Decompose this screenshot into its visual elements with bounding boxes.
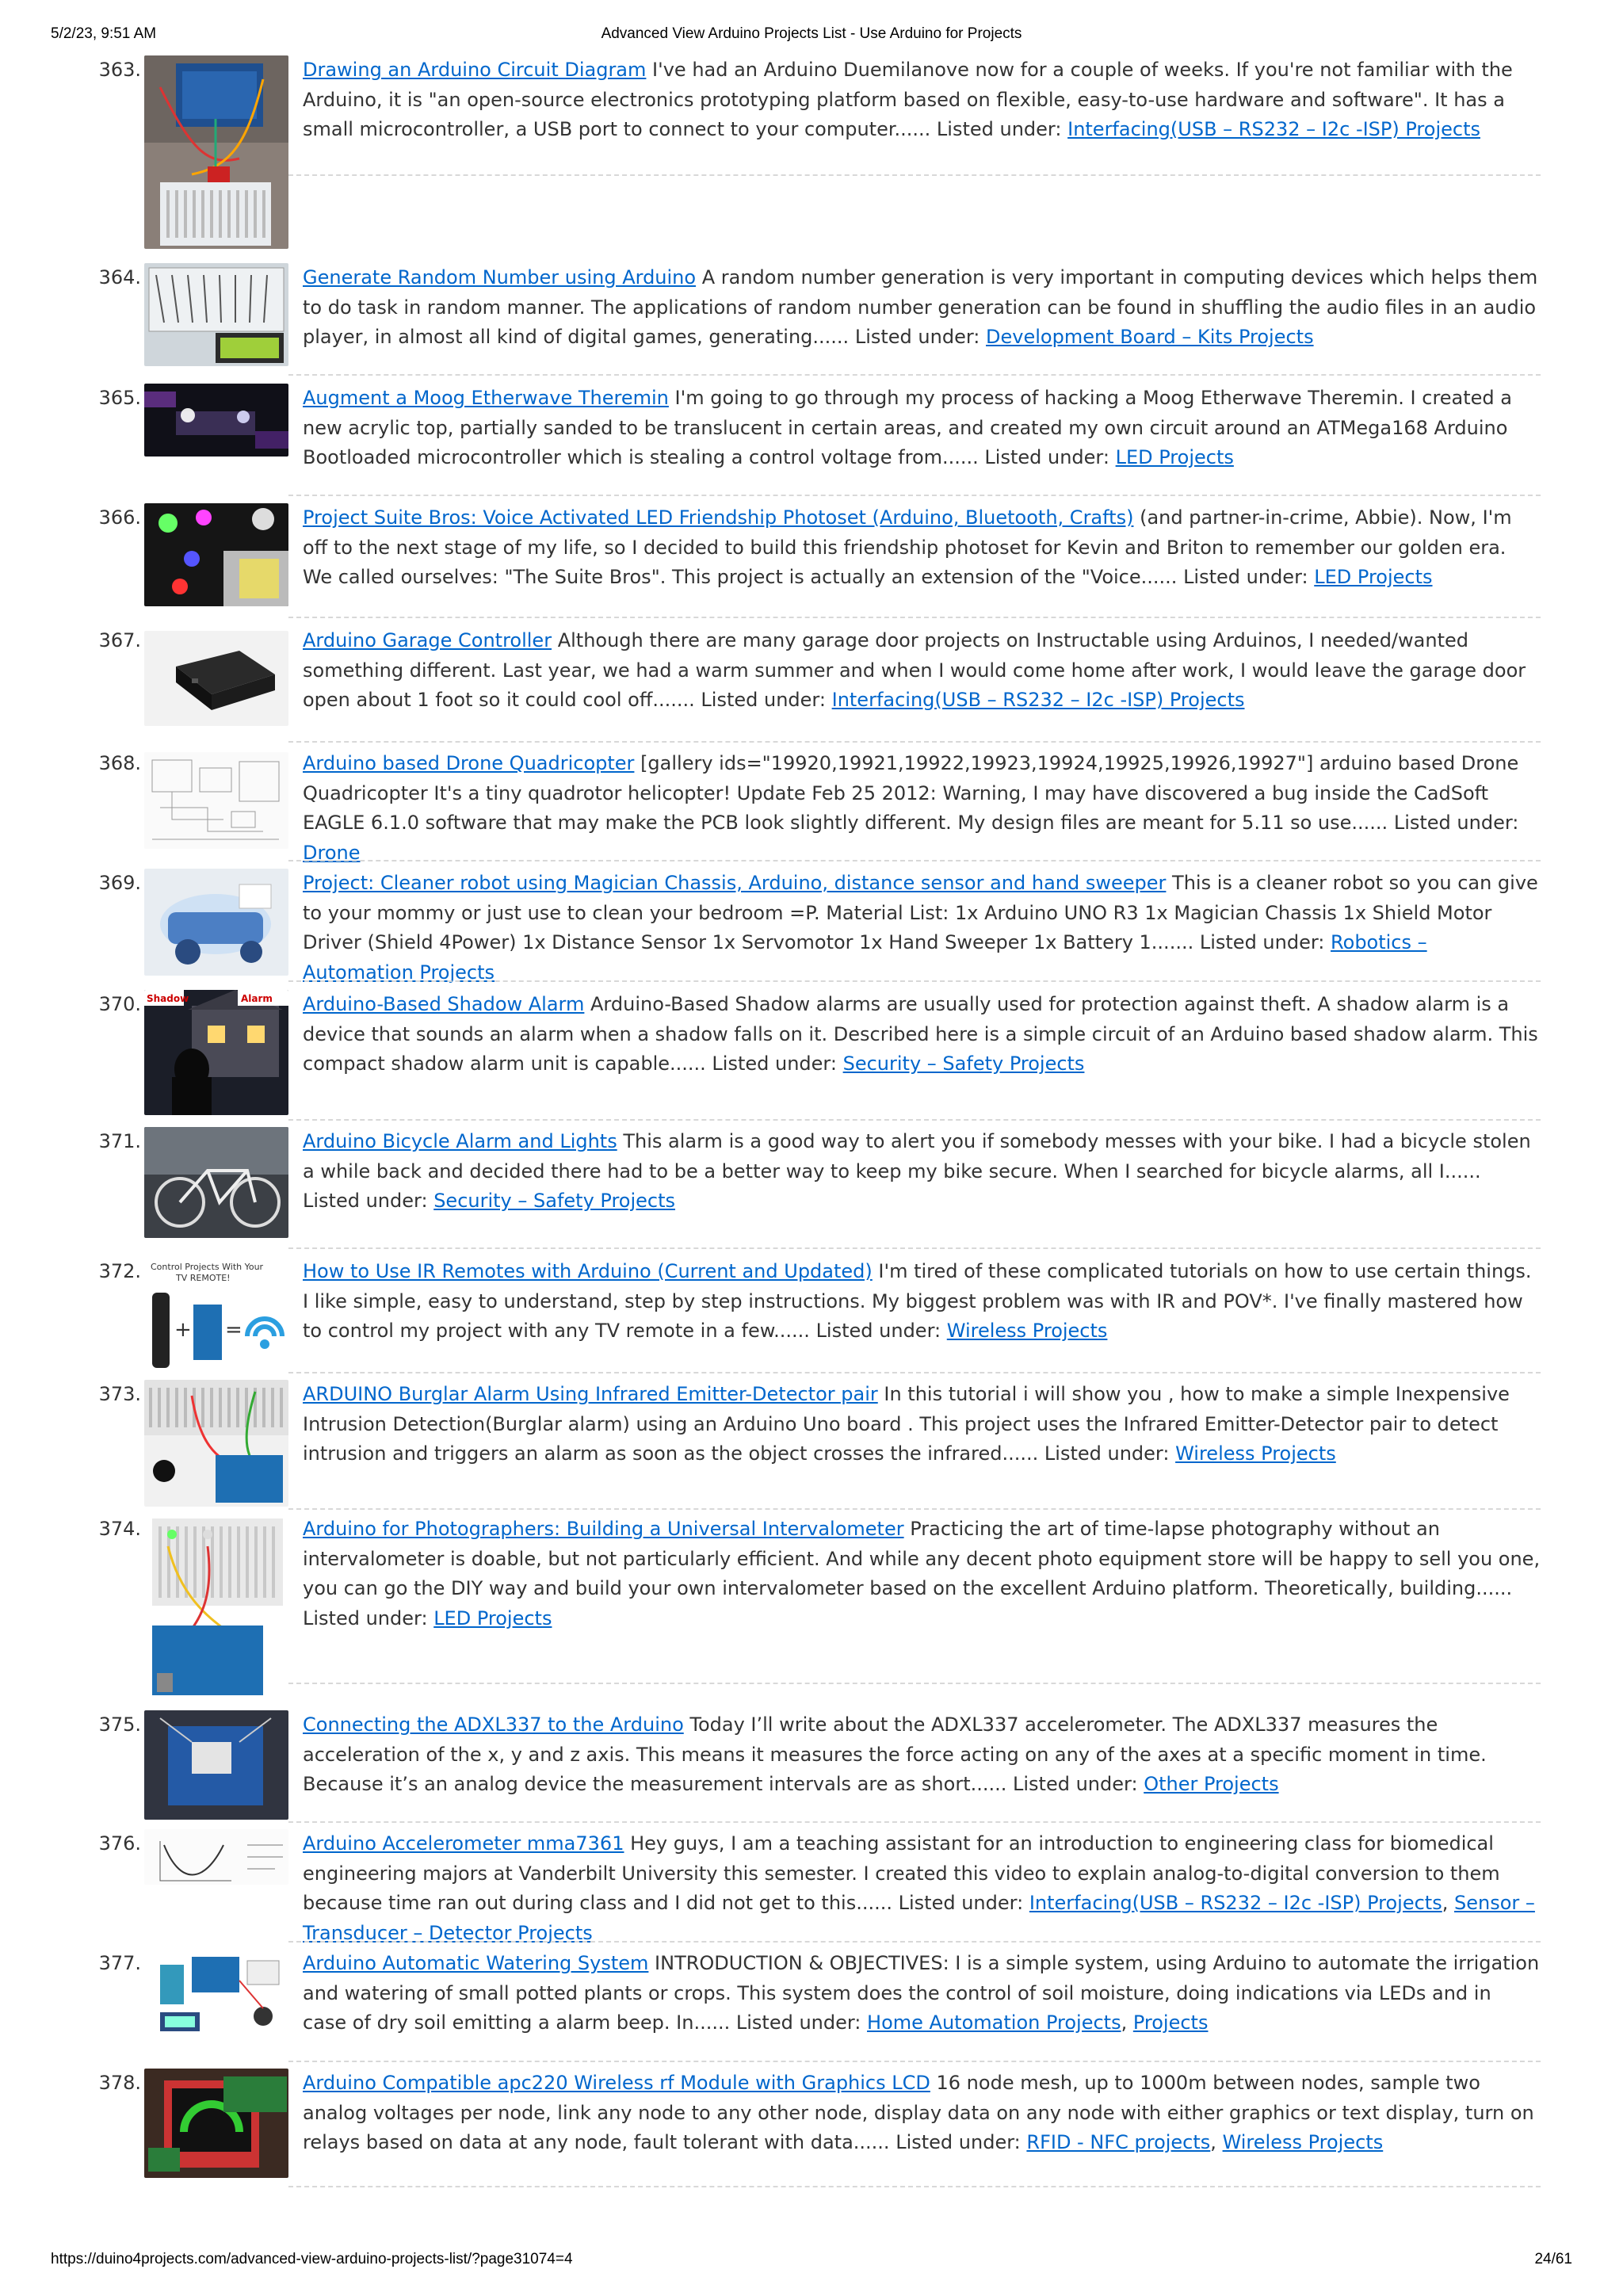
print-url: https://duino4projects.com/advanced-view-arduino-projects-list/?page31074=4 — [51, 2251, 573, 2267]
project-title-link[interactable]: Augment a Moog Etherwave Theremin — [303, 387, 669, 409]
item-number: 377. — [98, 1952, 141, 1974]
listed-under-label: Listed under: — [936, 118, 1062, 140]
project-thumbnail[interactable] — [144, 2069, 288, 2178]
listed-under-label: Listed under: — [984, 446, 1109, 468]
listed-under-label: Listed under: — [303, 1190, 428, 1212]
project-description: Hey guys, I am a teaching assistant for an introduction to engineering class for biomedical engineering majors at Vanderbilt University this semester. I created this video to explain analog-to-digital conversion to them because time ran out during class and I did not get to this...... — [303, 1832, 1500, 1914]
item-number: 375. — [98, 1713, 141, 1736]
project-summary — [303, 1127, 1541, 1217]
listed-under-label: Listed under: — [701, 689, 826, 711]
print-header — [0, 25, 1623, 57]
listed-under-label: Listed under: — [898, 1892, 1024, 1914]
category-link[interactable]: Wireless Projects — [946, 1320, 1108, 1342]
project-summary: Arduino Compatible apc220 Wireless rf Module with Graphics LCD 16 node mesh, up to 1000m between nodes, sample two analog voltages per node, link any node to any other node, display data on any node with either graphics or text display, turn on relays based on data at any node, fault tolerant with data...... Listed under: RFID - NFC projects, Wireless Projects — [303, 2072, 1534, 2153]
project-title-link[interactable]: Arduino Bicycle Alarm and Lights — [303, 1130, 617, 1152]
project-description: I've had an Arduino Duemilanove now for a couple of weeks. If you're not familiar with the Arduino, it is "an open-source electronics prototyping platform based on flexible, easy-to-use hardware and software". It has a small microcontroller, a USB port to connect to your computer...... — [303, 59, 1513, 140]
project-thumbnail[interactable] — [144, 1515, 288, 1698]
category-link[interactable]: Sensor – Transducer – Detector Projects — [303, 1892, 1535, 1944]
category-link[interactable]: Security – Safety Projects — [842, 1052, 1085, 1075]
item-divider — [288, 860, 1541, 861]
listed-under-label: Listed under: — [303, 1606, 428, 1629]
project-description: Arduino-Based Shadow alarms are usually used for protection against theft. A shadow alarm is a device that sounds an alarm when a shadow falls on it. Described here is a simple circuit of an Arduino based shadow alarm. This compact shadow alarm unit is capable...... — [303, 993, 1538, 1075]
project-summary — [303, 626, 1541, 716]
svg-text:TV REMOTE!: TV REMOTE! — [176, 1273, 231, 1283]
svg-text:Shadow: Shadow — [147, 993, 189, 1004]
project-description: I'm going to go through my process of hacking a Moog Etherwave Theremin. I created a new acrylic top, partially sanded to be translucent in certain areas, and created my own circuit around an ATMega168 Arduino Bootloaded microcontroller which is stealing a control voltage from...... — [303, 387, 1512, 468]
item-number: 371. — [98, 1130, 141, 1152]
item-number: 378. — [98, 2072, 141, 2094]
item-divider — [288, 495, 1541, 496]
listed-under-label: Listed under: — [712, 1052, 837, 1075]
category-link[interactable]: Interfacing(USB – RS232 – I2c -ISP) Projects — [831, 689, 1245, 711]
project-title-link[interactable]: Arduino Automatic Watering System — [303, 1952, 649, 1974]
item-divider — [288, 174, 1541, 176]
project-summary: Arduino Automatic Watering System INTRODUCTION & OBJECTIVES: I is a simple system, using Arduino to automate the irrigation and watering of small potted plants or crops. This system does the control of soil moisture, doing indications via LEDs and in case of dry soil emitting a alarm beep. In...... Listed under: Home Automation Projects, Projects — [303, 1952, 1540, 2034]
item-number: 363. — [98, 59, 141, 81]
item-divider — [288, 1821, 1541, 1823]
project-title-link[interactable]: ARDUINO Burglar Alarm Using Infrared Emitter-Detector pair — [303, 1383, 878, 1405]
listed-under-label: Listed under: — [896, 2131, 1021, 2153]
project-thumbnail[interactable] — [144, 1710, 288, 1820]
project-summary — [303, 1380, 1541, 1469]
project-summary — [303, 990, 1541, 1079]
category-link[interactable]: Wireless Projects — [1175, 1442, 1336, 1465]
project-description: Practicing the art of time-lapse photography without an intervalometer is doable, but not particularly efficient. And while any decent photo equipment store will be happy to sell you one, you can go the DIY way and build your own intervalometer based on the excellent Arduino platform. Theoretically, building...... — [303, 1518, 1541, 1599]
item-number: 367. — [98, 629, 141, 651]
project-title-link[interactable]: Connecting the ADXL337 to the Arduino — [303, 1713, 684, 1736]
project-summary — [303, 1710, 1541, 1800]
project-summary — [303, 1515, 1541, 1633]
category-link[interactable]: Projects — [1132, 2011, 1209, 2034]
category-link[interactable]: Other Projects — [1144, 1773, 1279, 1795]
listed-under-label: Listed under: — [1013, 1773, 1138, 1795]
category-link[interactable]: Drone — [303, 841, 361, 864]
project-description: This is a cleaner robot so you can give to your mommy or just use to clean your bedroom =P. Material List: 1x Arduino UNO R3 1x Magician Chassis 1x Shield Motor Driver (Shield 4Power) 1x Distance Sensor 1x Servomotor 1x Hand Sweeper 1x Battery 1....... — [303, 872, 1538, 953]
listed-under-label: Listed under: — [735, 2011, 861, 2034]
item-number: 366. — [98, 506, 141, 529]
project-title-link[interactable]: Arduino for Photographers: Building a Universal Intervalometer — [303, 1518, 904, 1540]
listed-under-label: Listed under: — [854, 326, 980, 348]
project-description: This alarm is a good way to alert you if somebody messes with your bike. I had a bicycle stolen a while back and decided there had to be a better way to keep my bike secure. When I searched for bicycle alarms, all I...... — [303, 1130, 1531, 1182]
project-title-link[interactable]: Arduino Garage Controller — [303, 629, 552, 651]
item-number: 370. — [98, 993, 141, 1015]
listed-under-label: Listed under: — [1199, 931, 1325, 953]
project-description: 16 node mesh, up to 1000m between nodes, sample two analog voltages per node, link any node to any other node, display data on any node with either graphics or text display, turn on relays based on data at any node, fault tolerant with data...... — [303, 2072, 1534, 2153]
category-link[interactable]: Interfacing(USB – RS232 – I2c -ISP) Projects — [1029, 1892, 1442, 1914]
project-summary — [303, 55, 1541, 145]
print-datetime: 5/2/23, 9:51 AM — [51, 25, 157, 42]
project-description: A random number generation is very important in computing devices which helps them to do task in random manner. The applications of random number generation can be found in shuffling the audio files in an audio player, in almost all kind of digital games, generating...... — [303, 266, 1538, 348]
item-divider — [288, 2186, 1541, 2187]
item-divider — [288, 980, 1541, 982]
item-divider — [288, 1119, 1541, 1121]
item-number: 369. — [98, 872, 141, 894]
category-link[interactable]: Development Board – Kits Projects — [986, 326, 1314, 348]
category-link[interactable]: Robotics – Automation Projects — [303, 931, 1427, 984]
project-title-link[interactable]: Arduino Accelerometer mma7361 — [303, 1832, 624, 1855]
project-thumbnail[interactable] — [144, 384, 288, 457]
project-thumbnail[interactable] — [144, 503, 288, 606]
project-thumbnail[interactable] — [144, 1127, 288, 1238]
category-link[interactable]: LED Projects — [1115, 446, 1234, 468]
project-thumbnail[interactable] — [144, 1257, 288, 1376]
project-summary — [303, 749, 1541, 868]
project-title-link[interactable]: Drawing an Arduino Circuit Diagram — [303, 59, 647, 81]
project-thumbnail[interactable] — [144, 752, 288, 849]
project-thumbnail[interactable] — [144, 990, 288, 1115]
category-link[interactable]: RFID - NFC projects — [1026, 2131, 1211, 2153]
item-divider — [288, 374, 1541, 376]
project-thumbnail[interactable] — [144, 263, 288, 366]
category-link[interactable]: Interfacing(USB – RS232 – I2c -ISP) Projects — [1067, 118, 1480, 140]
item-divider — [288, 2061, 1541, 2062]
item-number: 372. — [98, 1260, 141, 1282]
item-number: 374. — [98, 1518, 141, 1540]
svg-text:=: = — [225, 1318, 242, 1342]
project-description: (and partner-in-crime, Abbie). Now, I'm off to the next stage of my life, so I decided to build this friendship photoset for Kevin and Briton to remember our golden era. We called ourselves: "The Suite Bros". This project is actually an extension of the "Voice...... — [303, 506, 1512, 588]
project-description: In this tutorial i will show you , how to make a simple Inexpensive Intrusion Detection(Burglar alarm) using an Arduino Uno board . This project uses the Infrared Emitter-Detector pair to detect intrusion and triggers an alarm as soon as the object crosses the infrared...... — [303, 1383, 1510, 1465]
svg-text:Control Projects With Your: Control Projects With Your — [151, 1262, 264, 1272]
svg-text:+: + — [174, 1318, 192, 1342]
project-description: I'm tired of these complicated tutorials on how to use certain things. I like simple, easy to understand, step by step instructions. My biggest problem was with IR and POV*. I've finally mastered how to control my project with any TV remote in a few...... — [303, 1260, 1532, 1342]
item-divider — [288, 1683, 1541, 1684]
item-number: 373. — [98, 1383, 141, 1405]
item-divider — [288, 1941, 1541, 1943]
project-title-link[interactable]: Generate Random Number using Arduino — [303, 266, 697, 288]
project-thumbnail[interactable] — [144, 1380, 288, 1507]
svg-text:Alarm: Alarm — [241, 993, 273, 1004]
project-description: Although there are many garage door projects on Instructable using Arduinos, I needed/wanted something different. Last year, we had a warm summer and when I would come home after work, I would leave the garage door open about 1 foot so it could cool off....... — [303, 629, 1526, 711]
item-divider — [288, 1508, 1541, 1510]
project-description: INTRODUCTION & OBJECTIVES: I is a simple system, using Arduino to automate the irrigation and watering of small potted plants or crops. This system does the control of soil moisture, doing indications via LEDs and in case of dry soil emitting a alarm beep. In...... — [303, 1952, 1540, 2034]
item-divider — [288, 1247, 1541, 1249]
category-link[interactable]: LED Projects — [433, 1606, 552, 1629]
project-summary — [303, 263, 1541, 353]
print-page-title: Advanced View Arduino Projects List - Use Arduino for Projects — [601, 25, 1022, 42]
project-title-link[interactable]: Arduino Compatible apc220 Wireless rf Module with Graphics LCD — [303, 2072, 930, 2094]
print-page-number: 24/61 — [1534, 2251, 1572, 2267]
category-link[interactable]: Security – Safety Projects — [433, 1190, 676, 1212]
item-number: 365. — [98, 387, 141, 409]
project-title-link[interactable]: Arduino-Based Shadow Alarm — [303, 993, 585, 1015]
project-thumbnail[interactable] — [144, 869, 288, 976]
print-footer — [0, 2251, 1623, 2283]
category-link[interactable]: Wireless Projects — [1222, 2131, 1384, 2153]
project-title-link[interactable]: Project Suite Bros: Voice Activated LED Friendship Photoset (Arduino, Bluetooth, Crafts) — [303, 506, 1134, 529]
item-number: 364. — [98, 266, 141, 288]
project-description: Today I’ll write about the ADXL337 accelerometer. The ADXL337 measures the acceleration of the x, y and z axis. This means it measures the force acting on any of the axes at a specific moment in time. Because it’s an analog device the measurement intervals are as short...... — [303, 1713, 1487, 1795]
listed-under-label: Listed under: — [815, 1320, 941, 1342]
project-title-link[interactable]: Arduino based Drone Quadricopter — [303, 752, 635, 774]
project-thumbnail[interactable] — [144, 1949, 288, 2040]
project-summary: Arduino Accelerometer mma7361 Hey guys, I am a teaching assistant for an introduction to engineering class for biomedical engineering majors at Vanderbilt University this semester. I created this video to explain analog-to-digital conversion to them because time ran out during class and I did not get to this...... Listed under: Interfacing(USB – RS232 – I2c -ISP) Projects, Sensor – Transducer – Detector Projects — [303, 1832, 1535, 1944]
project-description: [gallery ids="19920,19921,19922,19923,19924,19925,19926,19927"] arduino based Drone Quadricopter It's a tiny quadrotor helicopter! Update Feb 25 2012: Warning, I may have discovered a bug inside the CadSoft EAGLE 6.1.0 software that may make the PCB look slightly different. My design files are meant for 5.11 so use...... — [303, 752, 1519, 834]
project-summary — [303, 1257, 1541, 1347]
item-number: 368. — [98, 752, 141, 774]
project-thumbnail[interactable] — [144, 631, 288, 726]
project-title-link[interactable]: Project: Cleaner robot using Magician Chassis, Arduino, distance sensor and hand sweeper — [303, 872, 1167, 894]
item-divider — [288, 1372, 1541, 1373]
category-link[interactable]: LED Projects — [1314, 566, 1433, 588]
project-thumbnail[interactable] — [144, 55, 288, 249]
listed-under-label: Listed under: — [1183, 566, 1308, 588]
project-summary — [303, 869, 1541, 988]
listed-under-label: Listed under: — [1393, 812, 1519, 834]
project-summary — [303, 503, 1541, 593]
item-divider — [288, 741, 1541, 743]
project-thumbnail[interactable] — [144, 1829, 288, 1885]
listed-under-label: Listed under: — [1044, 1442, 1170, 1465]
project-title-link[interactable]: How to Use IR Remotes with Arduino (Current and Updated) — [303, 1260, 873, 1282]
item-number: 376. — [98, 1832, 141, 1855]
project-summary — [303, 384, 1541, 473]
item-divider — [288, 617, 1541, 618]
category-link[interactable]: Home Automation Projects — [867, 2011, 1121, 2034]
